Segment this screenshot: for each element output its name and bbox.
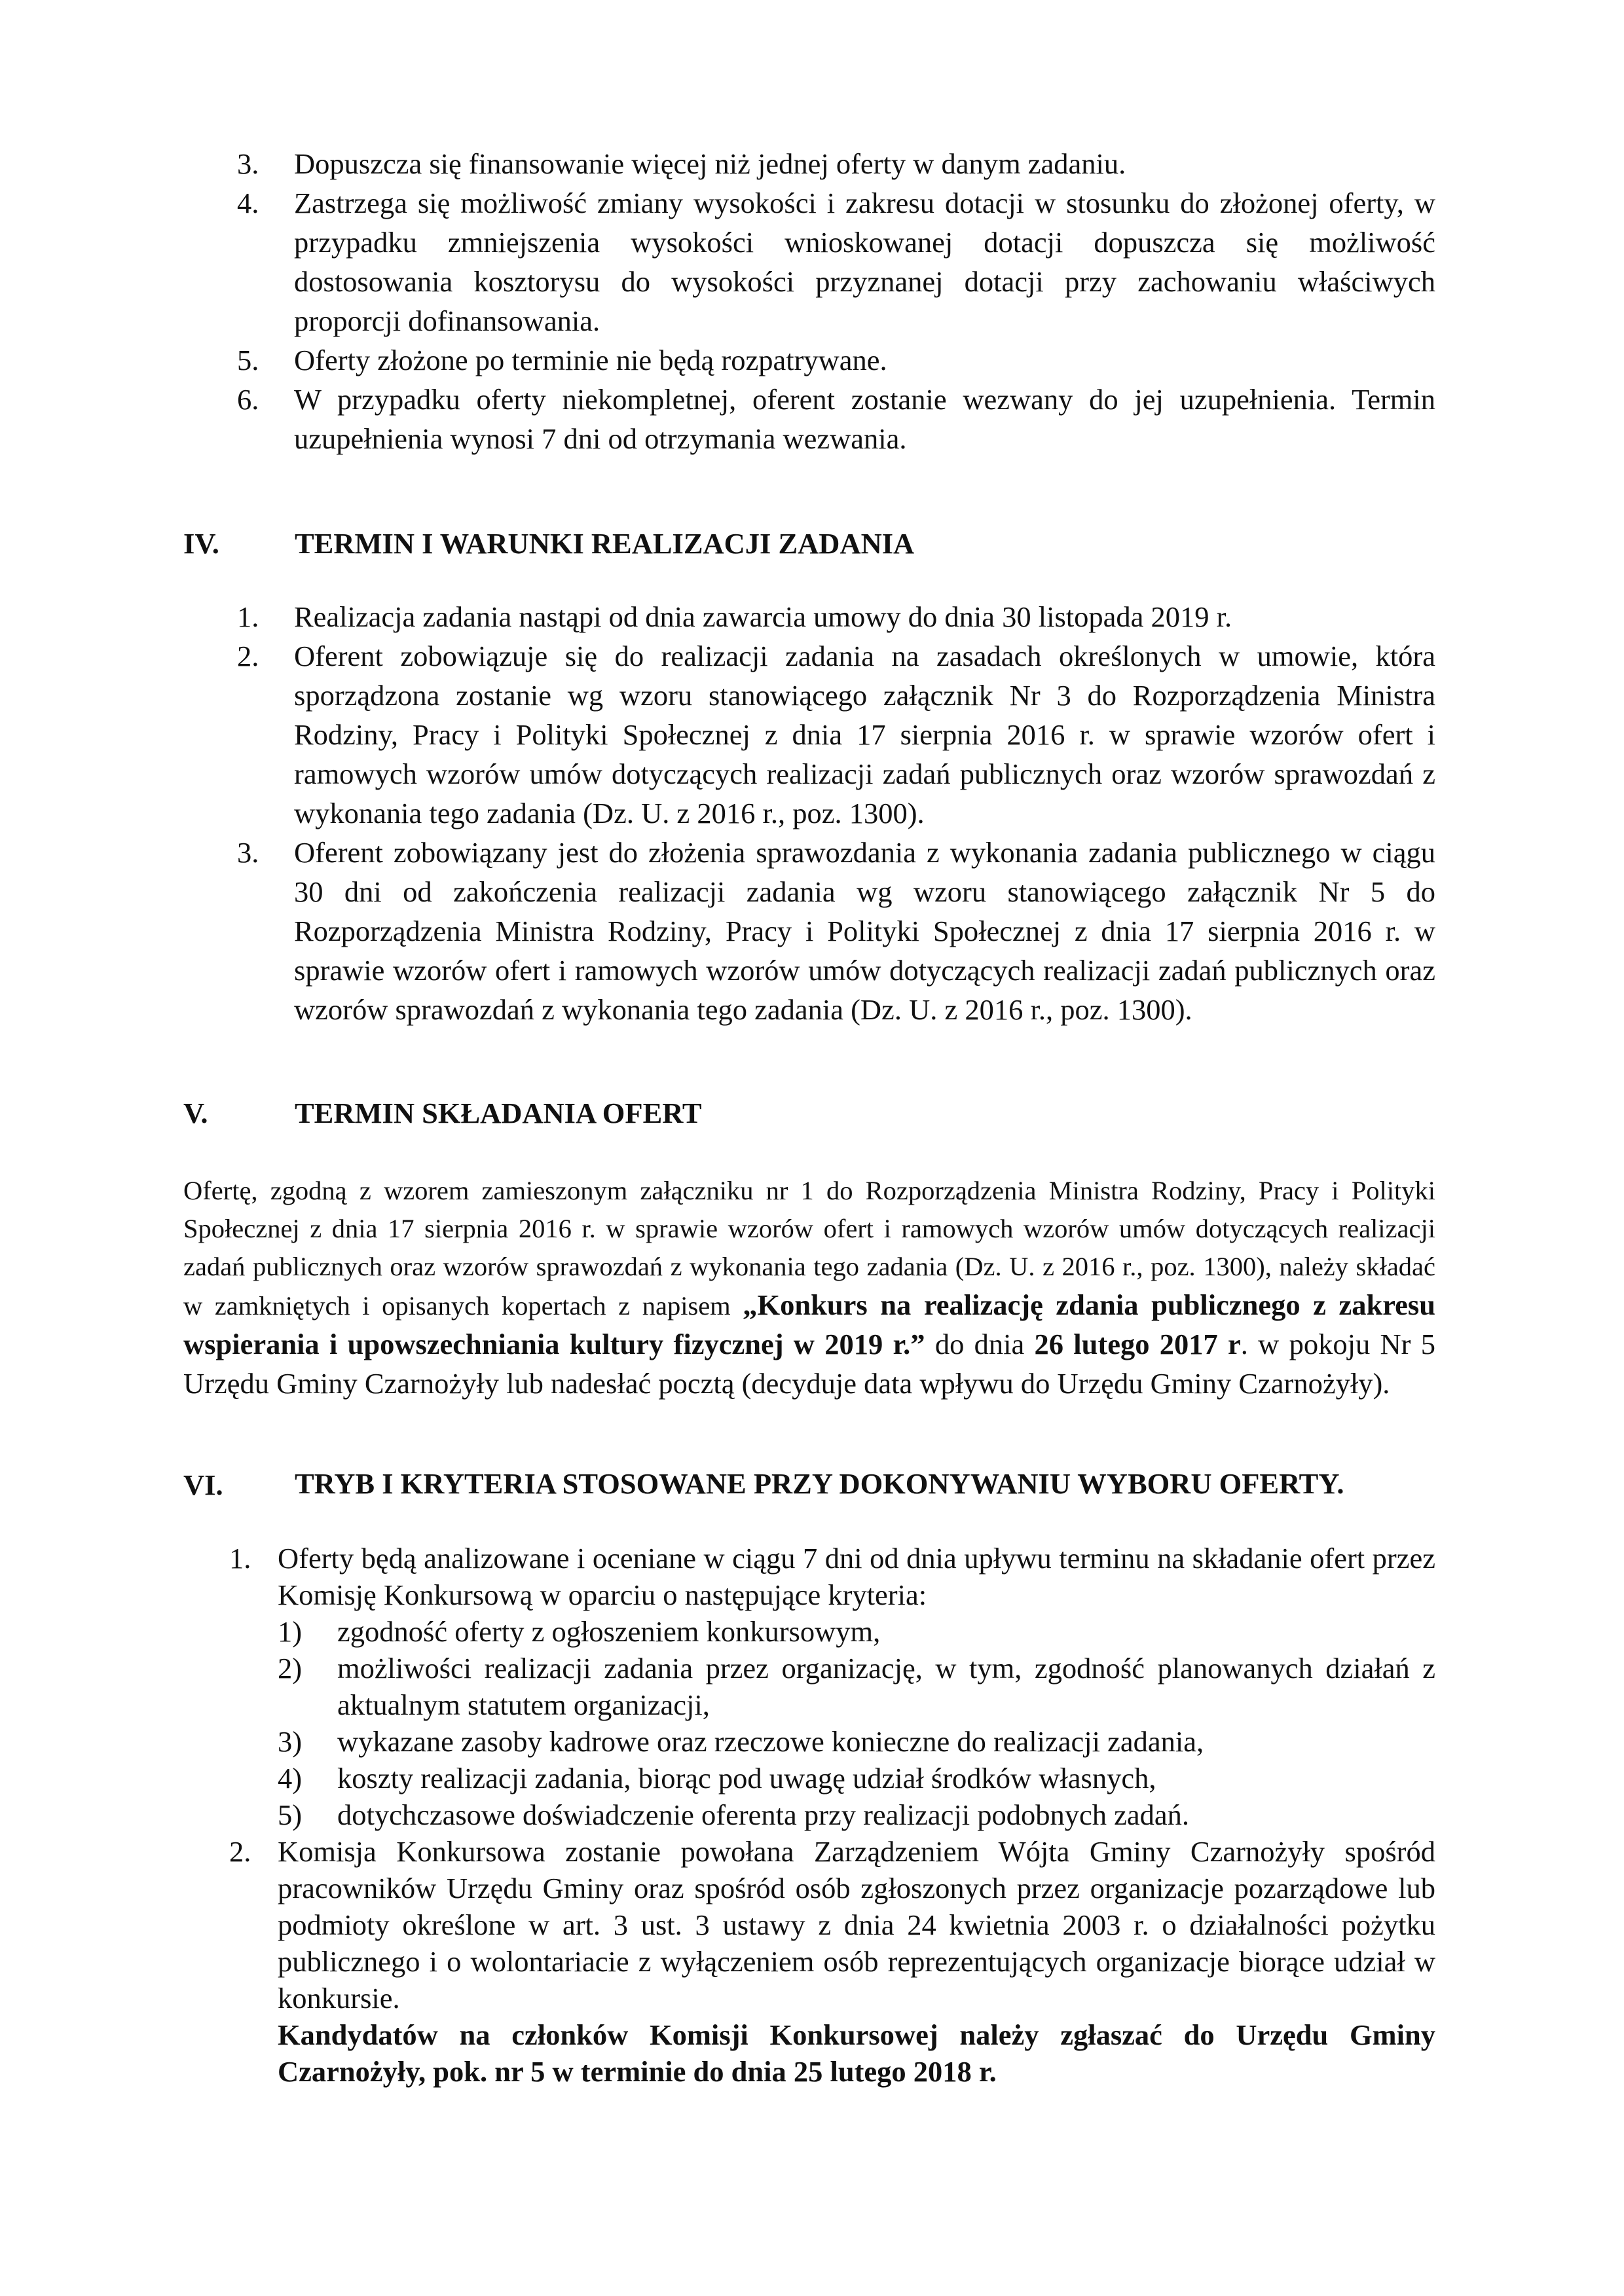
section-number: VI. xyxy=(183,1468,223,1501)
list-item xyxy=(237,340,1435,380)
item-number: 1. xyxy=(237,600,259,633)
item-text: Oferent zobowiązany jest do złożenia sprawozdania z wykonania zadania publicznego w ciągu 30 dni od zakończenia realizacji zadania wg wzoru stanowiącego załącznik Nr 5 do Rozporządzenia Ministra Rodziny, Pracy i Polityki Społecznej z dnia 17 sierpnia 2016 r. w sprawie wzorów ofert i ramowych wzorów umów dotyczących realizacji zadań publicznych oraz wzorów sprawozdań z wykonania tego zadania (Dz. U. z 2016 r., poz. 1300). xyxy=(294,836,1435,1026)
criteria-item xyxy=(278,1650,1435,1723)
section-iii-list xyxy=(237,144,1435,458)
item-text: W przypadku oferty niekompletnej, oferent zostanie wezwany do jej uzupełnienia. Termin uzupełnienia wynosi 7 dni od otrzymania wezwania. xyxy=(294,383,1435,455)
contest-name-bold: „Konkurs na realizację zdania publicznego z zakresu wspierania i upowszechniania kultury fizycznej w 2019 r.” xyxy=(183,1288,1435,1360)
item-text: Komisja Konkursowa zostanie powołana Zarządzeniem Wójta Gminy Czarnożyły spośród pracowników Urzędu Gminy oraz spośród osób zgłoszonych przez organizacje pozarządowe lub podmioty określone w art. 3 ust. 3 ustawy z dnia 24 kwietnia 2003 r. o działalności pożytku publicznego i o wolontariacie z wyłączeniem osób reprezentujących organizacje biorące udział w konkursie. xyxy=(278,1835,1435,2014)
section-vi-list xyxy=(229,1540,1435,2090)
criteria-number: 2) xyxy=(278,1652,303,1685)
list-item xyxy=(229,1833,1435,2090)
section-iv-heading xyxy=(183,524,1435,563)
section-title: TERMIN I WARUNKI REALIZACJI ZADANIA xyxy=(295,527,915,560)
item-number: 4. xyxy=(237,187,259,219)
section-number: V. xyxy=(183,1097,208,1129)
criteria-item xyxy=(278,1613,1435,1650)
criteria-number: 1) xyxy=(278,1615,303,1648)
item-text: Realizacja zadania nastąpi od dnia zawarcia umowy do dnia 30 listopada 2019 r. xyxy=(294,600,1232,633)
paragraph-text: Ofertę, zgodną z wzorem zamieszonym załączniku nr 1 do Rozporządzenia Ministra Rodziny, Pracy i Polityki Społecznej z dnia 17 sierpnia 2016 r. w sprawie wzorów ofert i ramowych wzorów umów dotyczących realizacji zadań publicznych oraz wzorów sprawozdań z wykonania tego zadania (Dz. U. z 2016 r., poz. 1300), należy składać w zamkniętych i opisanych kopertach z napisem xyxy=(183,1176,1435,1321)
criteria-item xyxy=(278,1723,1435,1760)
list-item xyxy=(237,380,1435,458)
section-title: TERMIN SKŁADANIA OFERT xyxy=(295,1097,702,1129)
criteria-text: możliwości realizacji zadania przez organizację, w tym, zgodność planowanych działań z aktualnym statutem organizacji, xyxy=(337,1652,1435,1721)
list-item xyxy=(237,597,1435,636)
criteria-number: 3) xyxy=(278,1725,303,1758)
item-number: 5. xyxy=(237,344,259,376)
section-vi-heading xyxy=(183,1465,1435,1502)
criteria-text: dotychczasowe doświadczenie oferenta przy realizacji podobnych zadań. xyxy=(337,1798,1189,1831)
list-item xyxy=(237,183,1435,340)
item-number: 6. xyxy=(237,383,259,416)
section-v-heading xyxy=(183,1093,1435,1133)
criteria-text: zgodność oferty z ogłoszeniem konkursowym, xyxy=(337,1615,881,1648)
item-number: 2. xyxy=(237,640,259,672)
section-iv-list xyxy=(237,597,1435,1029)
item-number: 3. xyxy=(237,147,259,180)
item-text-bold: Kandydatów na członków Komisji Konkursowej należy zgłaszać do Urzędu Gminy Czarnożyły, pok. nr 5 w terminie do dnia 25 lutego 2018 r. xyxy=(278,2018,1435,2088)
item-text: Oferent zobowiązuje się do realizacji zadania na zasadach określonych w umowie, która sporządzona zostanie wg wzoru stanowiącego załącznik Nr 3 do Rozporządzenia Ministra Rodziny, Pracy i Polityki Społecznej z dnia 17 sierpnia 2016 r. w sprawie wzorów ofert i ramowych wzorów umów dotyczących realizacji zadań publicznych oraz wzorów sprawozdań z wykonania tego zadania (Dz. U. z 2016 r., poz. 1300). xyxy=(294,640,1435,829)
criteria-text: wykazane zasoby kadrowe oraz rzeczowe konieczne do realizacji zadania, xyxy=(337,1725,1204,1758)
section-v-paragraph xyxy=(183,1172,1435,1404)
item-number: 3. xyxy=(237,836,259,869)
item-number: 1. xyxy=(229,1542,251,1575)
paragraph-text: . w pokoju Nr 5 Urzędu Gminy Czarnożyły lub nadesłać pocztą (decyduje data wpływu do Urzędu Gminy Czarnożyły). xyxy=(183,1328,1435,1400)
item-text: Dopuszcza się finansowanie więcej niż jednej oferty w danym zadaniu. xyxy=(294,147,1126,180)
item-text: Oferty będą analizowane i oceniane w ciągu 7 dni od dnia upływu terminu na składanie ofert przez Komisję Konkursową w oparciu o następujące kryteria: xyxy=(278,1542,1435,1611)
item-text: Oferty złożone po terminie nie będą rozpatrywane. xyxy=(294,344,887,376)
item-text: Zastrzega się możliwość zmiany wysokości i zakresu dotacji w stosunku do złożonej oferty, w przypadku zmniejszenia wysokości wnioskowanej dotacji dopuszcza się możliwość dostosowania kosztorysu do wysokości przyznanej dotacji przy zachowaniu właściwych proporcji dofinansowania. xyxy=(294,187,1435,337)
criteria-item xyxy=(278,1760,1435,1796)
section-title: TRYB I KRYTERIA STOSOWANE PRZY DOKONYWANIU WYBORU OFERTY. xyxy=(295,1467,1344,1500)
item-number: 2. xyxy=(229,1835,251,1868)
list-item xyxy=(237,144,1435,183)
criteria-item xyxy=(278,1796,1435,1833)
criteria-number: 5) xyxy=(278,1798,303,1831)
list-item xyxy=(229,1540,1435,1833)
list-item xyxy=(237,833,1435,1029)
criteria-list xyxy=(278,1613,1435,1833)
list-item xyxy=(237,636,1435,833)
paragraph-text: do dnia xyxy=(925,1328,1035,1360)
section-number: IV. xyxy=(183,527,219,560)
deadline-bold: 26 lutego 2017 r xyxy=(1034,1328,1241,1360)
criteria-number: 4) xyxy=(278,1762,303,1795)
criteria-text: koszty realizacji zadania, biorąc pod uwagę udział środków własnych, xyxy=(337,1762,1156,1795)
